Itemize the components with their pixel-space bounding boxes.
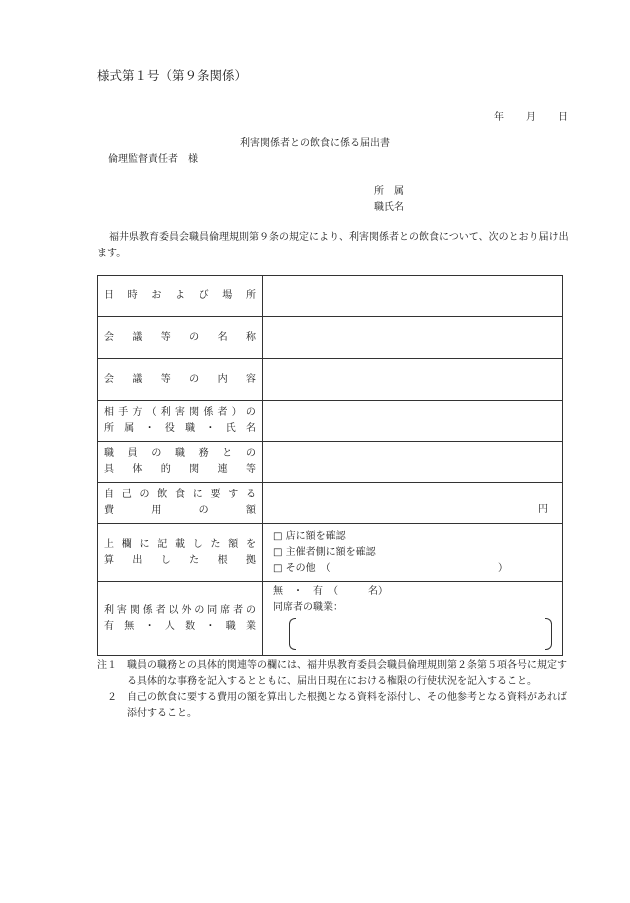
right-bracket [545,618,552,650]
field-cost[interactable] [263,483,563,524]
label-char: に [192,489,203,500]
label-char: 氏 [225,423,236,434]
label-char: び [198,290,209,301]
label-char: 欄 [121,538,132,550]
label-char: ・ [144,423,155,434]
label-char: 害 [174,407,185,418]
label-char: 等 [160,331,171,343]
label-char: 記 [157,538,168,550]
label-char: 関 [189,464,200,475]
label-char: 名 [245,423,256,434]
label-char: し [192,538,203,550]
label-char: 関 [189,407,200,418]
label-char: 属 [124,423,135,434]
label-char: の [245,604,256,616]
label-char: し [160,554,171,566]
label-char: 名 [217,331,228,343]
label-char: 容 [245,373,256,385]
label-char: 日 [104,290,114,301]
row-datetime-place [98,276,563,317]
attendees-occupation-label: 同席者の職業： [273,602,343,613]
row-meeting-content [98,359,563,401]
row-cost [98,483,563,524]
label-char: 同 [207,604,218,616]
addressee: 倫理監督責任者 様 [108,154,198,165]
label-relation [98,442,263,483]
label-char: 者 [233,604,244,616]
label-counterparty [98,401,263,442]
label-text [104,372,256,388]
label-char: す [228,489,239,500]
note-2 [97,690,571,722]
field-attendees [263,582,563,656]
affiliation-label: 所 属 [374,186,404,197]
field-counterparty[interactable] [263,401,563,442]
label-char: た [189,554,200,566]
label-char: 食 [175,489,185,500]
label-char: 具 [104,464,114,475]
label-char: （ [146,407,157,418]
label-char: 関 [129,604,140,616]
label-text [104,619,256,635]
label-char: 会 [104,373,114,385]
note-text: 自己の飲食に要する費用の額を算出した根拠となる資料を添付し、その他参考となる資料があれば添付すること。 [127,692,567,719]
name-label: 職氏名 [374,202,404,213]
label-char: 等 [245,464,256,475]
form-code: 様式第１号（第９条関係） [97,68,248,83]
label-char: 席 [220,604,231,616]
label-text [104,330,256,346]
label-char: 議 [132,373,143,385]
label-char: 相 [104,407,114,418]
label-char: 称 [245,331,256,343]
label-char: の [245,448,256,459]
label-char: 会 [104,331,114,343]
label-cost [98,483,263,524]
label-char: 役 [164,423,175,434]
label-char: 体 [132,464,143,475]
label-char: 利 [160,407,171,418]
label-char: に [139,538,150,550]
label-char: を [246,538,256,550]
label-char: 所 [245,290,256,301]
note-text: 職員の職務との具体的関連等の欄には、福井県教育委員会職員倫理規則第２条第５項各号に規定する具体的な事務を記入するとともに、届出日現在における権限の行使状況を記入すること。 [127,660,567,687]
label-char: 根 [217,554,228,566]
occupation-bracket[interactable] [273,618,562,650]
option-other-label: □ その他 （ [273,562,331,574]
label-char: 職 [225,620,236,632]
field-meeting-content[interactable] [263,359,563,401]
label-char: 者 [155,604,166,616]
label-text [104,288,256,304]
label-char: の [189,331,200,343]
label-text [104,503,256,519]
label-char: 業 [245,620,256,632]
label-char: 者 [217,407,228,418]
option-other[interactable] [273,561,552,577]
field-datetime-place[interactable] [263,276,563,317]
label-char: の [189,373,200,385]
label-char: 務 [198,448,209,459]
option-store[interactable]: □ 店に額を確認 [273,530,346,542]
label-char: 連 [217,464,228,475]
row-meeting-name [98,317,563,359]
date-line [494,108,568,123]
label-char: 職 [185,423,196,434]
label-char: ・ [144,620,155,632]
label-char: 要 [210,489,221,500]
label-char: 係 [142,604,153,616]
label-text [104,553,256,569]
label-char: 以 [168,604,179,616]
label-char: 費 [104,505,114,516]
label-char: 職 [174,448,185,459]
label-char: ・ [205,423,216,434]
label-text [104,537,256,553]
label-char: 額 [245,505,256,516]
field-relation[interactable] [263,442,563,483]
label-char: 載 [175,538,185,550]
label-char: 拠 [245,554,256,566]
label-char: 数 [185,620,196,632]
row-relation [98,442,563,483]
label-char: 害 [116,604,127,616]
label-char: 的 [160,464,171,475]
yen-unit: 円 [538,504,548,515]
label-text [104,446,256,462]
label-char: 自 [104,489,114,500]
label-char: 職 [104,448,114,459]
label-char: ） [231,407,242,418]
label-char: お [151,290,162,301]
label-char: 係 [203,407,214,418]
label-char: 己 [121,489,132,500]
label-char: 出 [132,554,143,566]
label-char: 算 [104,554,114,566]
row-basis [98,524,563,582]
label-basis [98,524,263,582]
notification-table [97,275,563,656]
label-char: 有 [104,620,114,632]
label-char: 利 [104,604,114,616]
label-char: 内 [217,373,228,385]
label-char: 人 [164,620,175,632]
note-number: 注１ [97,660,127,671]
intro-text: 福井県教育委員会職員倫理規則第９条の規定により、利害関係者との飲食について、次のとおり届け出ます。 [97,232,569,259]
label-char: と [222,448,233,459]
label-meeting-content [98,359,263,401]
note-1 [97,658,571,690]
label-char: た [210,538,221,550]
label-text [104,405,256,421]
label-text [104,487,256,503]
date-year: 年 [494,112,504,123]
label-char: の [198,505,209,516]
document-title: 利害関係者との飲食に係る届出書 [240,138,390,149]
left-bracket [289,618,296,650]
label-char: 所 [104,423,114,434]
row-attendees [98,582,563,656]
label-char: 額 [228,538,239,550]
label-char: ・ [205,620,216,632]
label-char: よ [174,290,185,301]
label-char: の [245,407,256,418]
label-char: 方 [132,407,143,418]
label-char: の [139,489,150,500]
attendees-presence[interactable]: 無 ・ 有 （ 名） [273,586,388,597]
option-organizer[interactable]: □ 主催者側に額を確認 [273,546,376,558]
label-datetime-place [98,276,263,317]
label-attendees [98,582,263,656]
label-text [104,462,256,478]
label-char: 用 [151,505,162,516]
label-meeting-name [98,317,263,359]
label-char: 上 [104,538,114,550]
row-counterparty [98,401,563,442]
label-char: 手 [118,407,129,418]
label-char: 等 [160,373,171,385]
label-char: 場 [222,290,233,301]
label-char: 飲 [157,489,168,500]
label-char: る [246,489,256,500]
field-basis [263,524,563,582]
label-char: の [194,604,205,616]
option-other-close: ） [498,562,508,574]
note-number: ２ [97,692,127,703]
label-char: の [151,448,162,459]
field-meeting-name[interactable] [263,317,563,359]
label-char: 員 [127,448,138,459]
label-text [104,421,256,437]
label-char: 時 [127,290,138,301]
date-day: 日 [558,112,568,123]
label-char: 外 [181,604,192,616]
date-month: 月 [526,112,536,123]
label-text [104,603,256,619]
notes [97,658,571,722]
label-char: 議 [132,331,143,343]
label-char: 無 [124,620,135,632]
